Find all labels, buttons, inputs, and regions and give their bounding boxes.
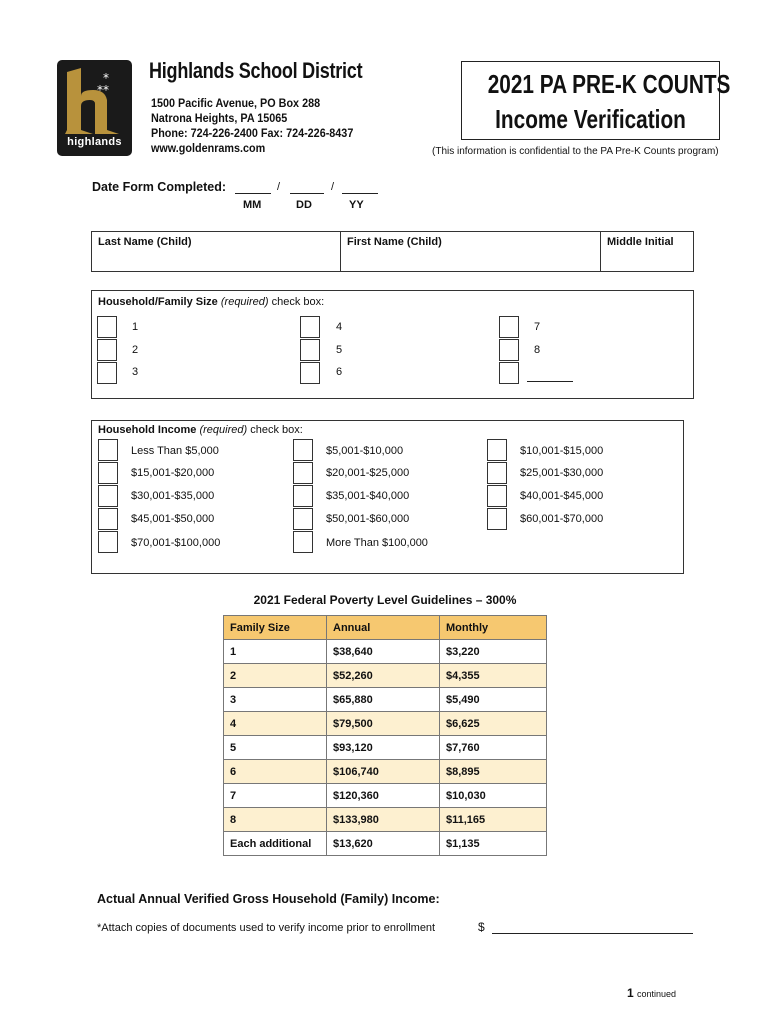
last-name-label: Last Name (Child) <box>98 236 192 248</box>
income-checkbox-40001-45000[interactable] <box>487 485 507 507</box>
fpl-cell-monthly: $6,625 <box>440 712 547 736</box>
income-option-10001-15000: $10,001-$15,000 <box>520 445 604 457</box>
income-option-gt-100000: More Than $100,000 <box>326 537 428 549</box>
household-size-option-1: 1 <box>132 321 139 333</box>
date-separator-2: / <box>331 181 335 193</box>
dollar-sign: $ <box>478 920 485 934</box>
fpl-header-row <box>224 616 547 640</box>
fpl-cell-size: 4 <box>224 712 327 736</box>
first-name-field[interactable] <box>340 231 601 272</box>
household-size-checkbox-8[interactable] <box>499 339 519 361</box>
fpl-cell-size: Each additional <box>224 832 327 856</box>
attach-documents-note: *Attach copies of documents used to verify income prior to enrollment <box>97 922 436 934</box>
household-size-option-4: 4 <box>336 321 343 333</box>
income-checkbox-gt-100000[interactable] <box>293 531 313 553</box>
fpl-cell-annual: $106,740 <box>327 760 440 784</box>
income-option-25001-30000: $25,001-$30,000 <box>520 467 604 479</box>
income-checkbox-10001-15000[interactable] <box>487 439 507 461</box>
date-dd-field[interactable] <box>290 193 324 194</box>
fpl-cell-size: 6 <box>224 760 327 784</box>
date-yy-label: YY <box>349 199 364 211</box>
income-checkbox-35001-40000[interactable] <box>293 485 313 507</box>
fpl-cell-monthly: $8,895 <box>440 760 547 784</box>
income-checkbox-60001-70000[interactable] <box>487 508 507 530</box>
first-name-label: First Name (Child) <box>347 236 442 248</box>
fpl-cell-annual: $133,980 <box>327 808 440 832</box>
table-row <box>224 760 547 784</box>
date-form-label: Date Form Completed: <box>92 180 227 194</box>
svg-text:*: * <box>103 71 109 85</box>
household-size-other-field[interactable] <box>527 381 573 382</box>
income-option-70001-100000: $70,001-$100,000 <box>131 537 221 549</box>
confidential-note: (This information is confidential to the PA Pre-K Counts program) <box>432 146 719 157</box>
income-checkbox-30001-35000[interactable] <box>98 485 118 507</box>
page-number-value: 1 <box>627 986 634 1000</box>
fpl-cell-size: 1 <box>224 640 327 664</box>
form-title-box <box>461 61 731 140</box>
logo-word: highlands <box>67 136 122 148</box>
income-checkbox-70001-100000[interactable] <box>98 531 118 553</box>
fpl-cell-annual: $79,500 <box>327 712 440 736</box>
table-row <box>224 664 547 688</box>
fpl-cell-size: 7 <box>224 784 327 808</box>
form-title-line1: 2021 PA PRE-K COUNTS <box>487 69 731 99</box>
fpl-cell-monthly: $3,220 <box>440 640 547 664</box>
last-name-field[interactable] <box>91 231 341 272</box>
date-mm-label: MM <box>243 199 262 211</box>
income-option-50001-60000: $50,001-$60,000 <box>326 513 410 525</box>
fpl-header-monthly: Monthly <box>440 616 547 640</box>
income-checkbox-45001-50000[interactable] <box>98 508 118 530</box>
household-size-option-8: 8 <box>534 344 541 356</box>
household-size-checkbox-3[interactable] <box>97 362 117 384</box>
table-row <box>224 712 547 736</box>
household-size-checkbox-1[interactable] <box>97 316 117 338</box>
fpl-cell-monthly: $11,165 <box>440 808 547 832</box>
income-option-60001-70000: $60,001-$70,000 <box>520 513 604 525</box>
fpl-cell-monthly: $4,355 <box>440 664 547 688</box>
household-size-checkbox-7[interactable] <box>499 316 519 338</box>
income-option-45001-50000: $45,001-$50,000 <box>131 513 215 525</box>
fpl-header-family-size: Family Size <box>224 616 327 640</box>
fpl-cell-size: 3 <box>224 688 327 712</box>
household-size-checkbox-6[interactable] <box>300 362 320 384</box>
actual-income-heading: Actual Annual Verified Gross Household (Family) Income: <box>97 892 440 906</box>
income-checkbox-lt-5000[interactable] <box>98 439 118 461</box>
actual-income-field[interactable] <box>492 933 693 934</box>
table-row <box>224 688 547 712</box>
household-size-checkbox-other[interactable] <box>499 362 519 384</box>
website-link[interactable]: www.goldenrams.com <box>151 141 266 155</box>
district-logo <box>57 60 132 156</box>
household-income-label-bold: Household Income <box>98 424 197 436</box>
table-row <box>224 832 547 856</box>
fpl-cell-annual: $38,640 <box>327 640 440 664</box>
household-size-label <box>98 296 324 308</box>
address-line1: 1500 Pacific Avenue, PO Box 288 <box>151 96 321 110</box>
date-yy-field[interactable] <box>342 193 378 194</box>
fpl-table <box>223 615 547 856</box>
fpl-header-annual: Annual <box>327 616 440 640</box>
income-checkbox-20001-25000[interactable] <box>293 462 313 484</box>
household-size-option-5: 5 <box>336 344 343 356</box>
fpl-cell-size: 2 <box>224 664 327 688</box>
fpl-cell-annual: $13,620 <box>327 832 440 856</box>
household-size-checkbox-2[interactable] <box>97 339 117 361</box>
household-size-checkbox-4[interactable] <box>300 316 320 338</box>
income-checkbox-50001-60000[interactable] <box>293 508 313 530</box>
table-row <box>224 784 547 808</box>
income-option-35001-40000: $35,001-$40,000 <box>326 490 410 502</box>
household-size-label-rest: check box: <box>271 296 325 308</box>
fpl-cell-annual: $65,880 <box>327 688 440 712</box>
highlands-h-icon <box>65 68 124 134</box>
middle-initial-label: Middle Initial <box>607 236 674 248</box>
school-name: Highlands School District <box>149 58 363 83</box>
income-checkbox-25001-30000[interactable] <box>487 462 507 484</box>
household-size-option-3: 3 <box>132 366 139 378</box>
form-title-line2: Income Verification <box>495 104 686 134</box>
fpl-cell-size: 8 <box>224 808 327 832</box>
income-option-40001-45000: $40,001-$45,000 <box>520 490 604 502</box>
income-option-5001-10000: $5,001-$10,000 <box>326 445 404 457</box>
page-number <box>627 986 676 1000</box>
income-checkbox-15001-20000[interactable] <box>98 462 118 484</box>
table-row <box>224 808 547 832</box>
income-option-lt-5000: Less Than $5,000 <box>131 445 219 457</box>
household-size-checkbox-5[interactable] <box>300 339 320 361</box>
household-size-section <box>91 290 694 399</box>
income-option-30001-35000: $30,001-$35,000 <box>131 490 215 502</box>
household-size-label-bold: Household/Family Size <box>98 296 218 308</box>
date-mm-field[interactable] <box>235 193 271 194</box>
household-size-option-7: 7 <box>534 321 541 333</box>
fpl-cell-monthly: $5,490 <box>440 688 547 712</box>
table-row <box>224 736 547 760</box>
household-income-label-rest: check box: <box>250 424 303 436</box>
phone-fax: Phone: 724-226-2400 Fax: 724-226-8437 <box>151 126 354 140</box>
table-row <box>224 640 547 664</box>
fpl-cell-monthly: $10,030 <box>440 784 547 808</box>
fpl-cell-size: 5 <box>224 736 327 760</box>
income-option-15001-20000: $15,001-$20,000 <box>131 467 215 479</box>
date-separator-1: / <box>277 181 281 193</box>
household-income-label <box>98 424 303 436</box>
fpl-cell-monthly: $1,135 <box>440 832 547 856</box>
date-dd-label: DD <box>296 199 312 211</box>
middle-initial-field[interactable] <box>600 231 694 272</box>
household-income-label-required: (required) <box>199 424 248 436</box>
fpl-cell-annual: $52,260 <box>327 664 440 688</box>
fpl-cell-annual: $120,360 <box>327 784 440 808</box>
household-size-option-2: 2 <box>132 344 139 356</box>
income-checkbox-5001-10000[interactable] <box>293 439 313 461</box>
household-size-label-required: (required) <box>220 296 269 308</box>
household-size-option-6: 6 <box>336 366 343 378</box>
fpl-cell-annual: $93,120 <box>327 736 440 760</box>
page-continued: continued <box>637 989 677 999</box>
income-option-20001-25000: $20,001-$25,000 <box>326 467 410 479</box>
svg-text:**: ** <box>97 83 109 97</box>
fpl-cell-monthly: $7,760 <box>440 736 547 760</box>
address-line2: Natrona Heights, PA 15065 <box>151 111 288 125</box>
fpl-table-title: 2021 Federal Poverty Level Guidelines – 300% <box>253 593 517 607</box>
